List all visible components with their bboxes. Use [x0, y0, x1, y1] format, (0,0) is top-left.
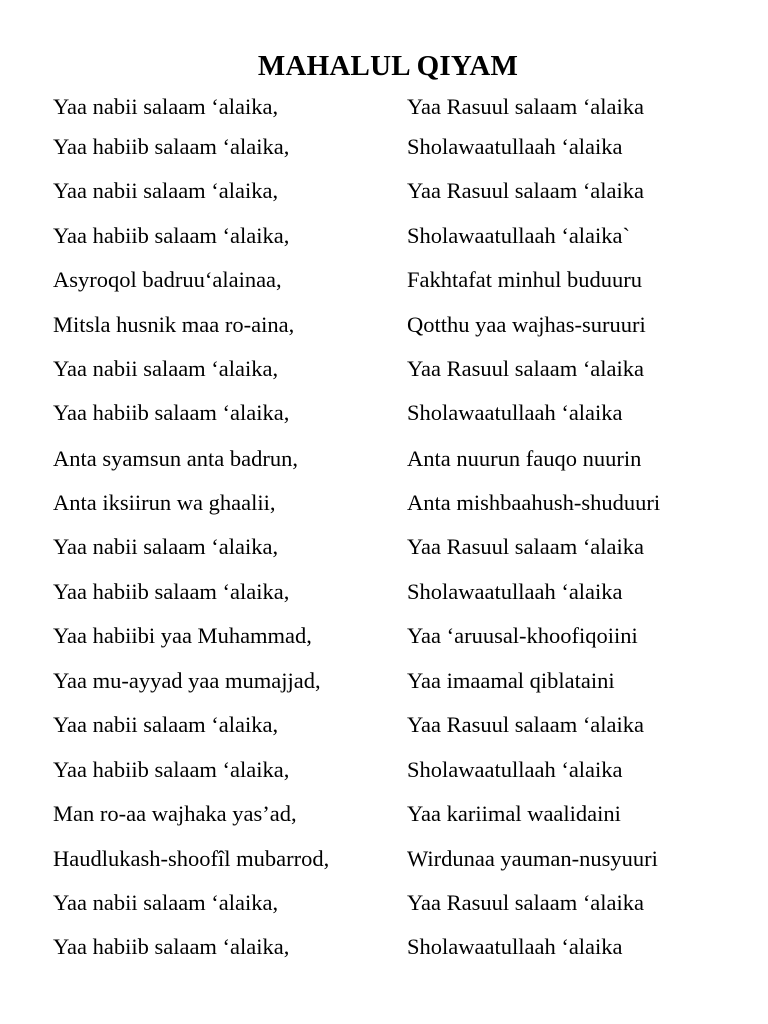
verse-line-right: Wirdunaa yauman-nusyuuri [407, 846, 658, 871]
verse-line-right: Sholawaatullaah ‘alaika [407, 934, 623, 959]
verse-line-left: Haudlukash-shoofîl mubarrod, [53, 846, 330, 871]
verse-line-left: Anta syamsun anta badrun, [53, 446, 298, 471]
verse-line-left: Yaa nabii salaam ‘alaika, [53, 534, 279, 559]
verse-line [0, 132, 768, 162]
verse-line [0, 666, 768, 696]
verse-line-left: Yaa habiib salaam ‘alaika, [53, 134, 290, 159]
verse-line-right: Yaa kariimal waalidaini [407, 801, 621, 826]
verse-line [0, 310, 768, 340]
verse-line [0, 710, 768, 740]
verse-line-right: Sholawaatullaah ‘alaika [407, 579, 623, 604]
verse-line-left: Yaa nabii salaam ‘alaika, [53, 178, 279, 203]
verse-line-left: Yaa mu-ayyad yaa mumajjad, [53, 668, 321, 693]
page-title: MAHALUL QIYAM [257, 50, 519, 82]
verse-line [0, 354, 768, 384]
verse-line-right: Sholawaatullaah ‘alaika [407, 400, 623, 425]
verse-line-right: Yaa Rasuul salaam ‘alaika [407, 178, 645, 203]
verse-line-left: Asyroqol badruu‘alainaa, [53, 267, 282, 292]
verse-line-right: Yaa Rasuul salaam ‘alaika [407, 534, 645, 559]
verse-line-right: Sholawaatullaah ‘alaika [407, 757, 623, 782]
verse-line [0, 621, 768, 651]
verse-line-left: Yaa habiib salaam ‘alaika, [53, 579, 290, 604]
verse-line-left: Yaa habiib salaam ‘alaika, [53, 223, 290, 248]
verse-line-left: Yaa nabii salaam ‘alaika, [53, 890, 279, 915]
verse-line-right: Yaa Rasuul salaam ‘alaika [407, 890, 645, 915]
verse-line [0, 176, 768, 206]
verse-line [0, 488, 768, 518]
verse-line-left: Mitsla husnik maa ro-aina, [53, 312, 295, 337]
verse-line-left: Yaa nabii salaam ‘alaika, [53, 356, 279, 381]
verse-line-left: Yaa habiib salaam ‘alaika, [53, 757, 290, 782]
verse-line-right: Yaa Rasuul salaam ‘alaika [407, 712, 645, 737]
verse-line [0, 265, 768, 295]
verse-line [0, 398, 768, 428]
verse-line [0, 755, 768, 785]
verse-line-left: Yaa habiibi yaa Muhammad, [53, 623, 312, 648]
verse-line-left: Yaa nabii salaam ‘alaika, [53, 712, 279, 737]
verse-line-right: Sholawaatullaah ‘alaika` [407, 223, 631, 248]
verse-line [0, 92, 768, 122]
verse-line-right: Yaa Rasuul salaam ‘alaika [407, 356, 645, 381]
verse-line-left: Yaa habiib salaam ‘alaika, [53, 934, 290, 959]
verse-line [0, 221, 768, 251]
verse-line [0, 532, 768, 562]
verse-line [0, 444, 768, 474]
verse-line-right: Yaa ‘aruusal-khoofiqoiini [407, 623, 638, 648]
verse-line-left: Yaa nabii salaam ‘alaika, [53, 94, 279, 119]
verse-line-left: Man ro-aa wajhaka yas’ad, [53, 801, 297, 826]
verse-line-right: Qotthu yaa wajhas-suruuri [407, 312, 646, 337]
verse-line [0, 844, 768, 874]
verse-line [0, 799, 768, 829]
verse-line-left: Anta iksiirun wa ghaalii, [53, 490, 276, 515]
verse-line-right: Fakhtafat minhul buduuru [407, 267, 642, 292]
verse-line [0, 888, 768, 918]
verse-line-right: Yaa imaamal qiblataini [407, 668, 615, 693]
verse-line-right: Yaa Rasuul salaam ‘alaika [407, 94, 645, 119]
verse-line [0, 932, 768, 962]
verse-line-right: Anta mishbaahush-shuduuri [407, 490, 661, 515]
verse-line-right: Anta nuurun fauqo nuurin [407, 446, 642, 471]
verse-line-right: Sholawaatullaah ‘alaika [407, 134, 623, 159]
verse-line [0, 577, 768, 607]
verse-line-left: Yaa habiib salaam ‘alaika, [53, 400, 290, 425]
